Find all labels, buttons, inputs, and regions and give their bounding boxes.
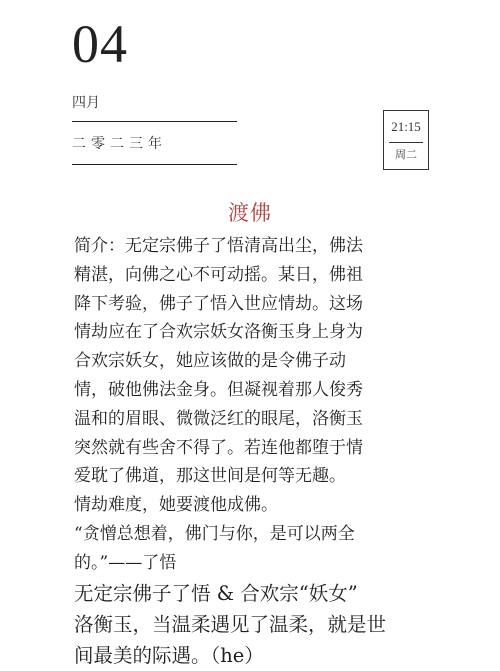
synopsis-line: 合欢宗妖女，她应该做的是令佛子动: [74, 351, 346, 372]
date-day: 04: [72, 14, 128, 74]
date-month: 四月: [72, 95, 100, 111]
synopsis: [74, 232, 434, 671]
quote-line: “贪憎总想着，佛门与你，是可以两全: [74, 523, 355, 544]
time-box: [383, 110, 429, 170]
synopsis-line: 情劫应在了合欢宗妖女洛衡玉身上身为: [74, 322, 363, 343]
synopsis-line: 温和的眉眼、微微泛红的眼尾，洛衡玉: [74, 408, 363, 429]
synopsis-line: 情劫难度，她要渡他成佛。: [74, 495, 278, 516]
synopsis-line: 突然就有些舍不得了。若连他都堕于情: [74, 437, 363, 458]
tagline-line: 洛衡玉，当温柔遇见了温柔，就是世: [74, 612, 387, 636]
time-divider: [389, 142, 423, 143]
synopsis-line: 简介：无定宗佛子了悟清高出尘，佛法: [74, 236, 363, 256]
divider: [72, 121, 237, 122]
weekday-label: 周二: [395, 148, 417, 161]
synopsis-line: 情，破他佛法金身。但凝视着那人俊秀: [74, 379, 363, 400]
date-year: 二零二三年: [72, 136, 167, 152]
quote-line: 的。”——了悟: [74, 552, 177, 573]
tagline-line: 无定宗佛子了悟 & 合欢宗“妖女”: [74, 581, 358, 605]
time-label: 21:15: [391, 119, 421, 134]
synopsis-line: 精湛，向佛之心不可动摇。某日，佛祖: [74, 264, 363, 285]
synopsis-line: 爱耽了佛道，那这世间是何等无趣。: [74, 466, 346, 487]
divider: [72, 164, 237, 165]
synopsis-line: 降下考验，佛子了悟入世应情劫。这场: [74, 293, 363, 314]
book-title: 渡佛: [228, 201, 272, 225]
tagline-line: 间最美的际遇。（he）: [74, 643, 264, 667]
